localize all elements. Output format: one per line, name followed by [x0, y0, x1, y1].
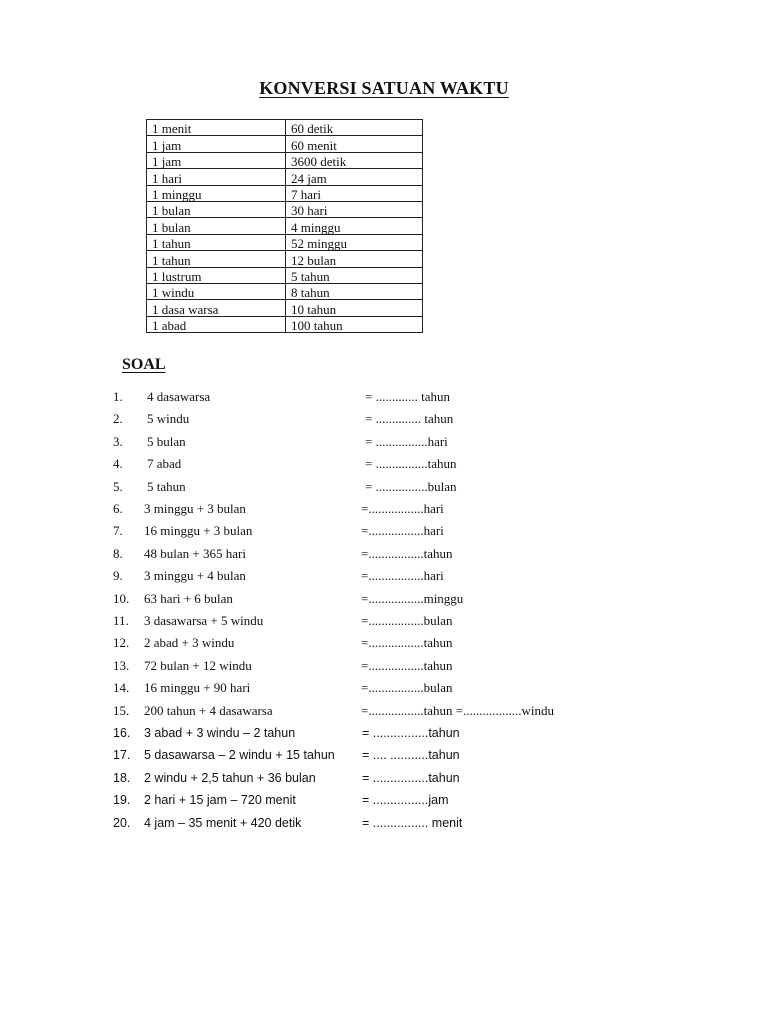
question-number: 9.: [113, 568, 123, 583]
conversion-table-body: [147, 120, 423, 333]
answer-blank: =.................bulan: [361, 680, 453, 695]
conversion-row: [147, 300, 423, 316]
conversion-row: [147, 169, 423, 185]
question-expression: 16 minggu + 3 bulan: [144, 523, 253, 538]
question-item: [0, 633, 768, 653]
conversion-row: [147, 234, 423, 250]
conversion-unit-cell: 1 bulan: [147, 201, 286, 217]
question-item: [0, 432, 768, 452]
question-expression: 200 tahun + 4 dasawarsa: [144, 703, 273, 718]
question-expression: 3 minggu + 3 bulan: [144, 501, 246, 516]
question-number: 8.: [113, 546, 123, 561]
answer-blank: =.................hari: [361, 501, 444, 516]
page-title-text: KONVERSI SATUAN WAKTU: [259, 78, 509, 98]
conversion-value-cell: 30 hari: [286, 201, 423, 217]
answer-blank: =.................bulan: [361, 613, 453, 628]
conversion-row: [147, 120, 423, 136]
question-expression: 4 jam – 35 menit + 420 detik: [144, 816, 302, 830]
question-item: [0, 477, 768, 497]
question-expression: 5 windu: [147, 411, 190, 426]
conversion-value-cell: 100 tahun: [286, 316, 423, 332]
question-number: 2.: [113, 411, 123, 426]
question-item: [0, 387, 768, 407]
question-expression: 7 abad: [147, 456, 182, 471]
question-expression: 5 tahun: [147, 479, 186, 494]
answer-blank: = ................ menit: [362, 816, 463, 830]
question-expression: 5 bulan: [147, 434, 186, 449]
question-number: 5.: [113, 479, 123, 494]
question-item: [0, 678, 768, 698]
question-item: [0, 745, 768, 765]
conversion-row: [147, 267, 423, 283]
question-expression: 3 abad + 3 windu – 2 tahun: [144, 726, 296, 740]
question-number: 20.: [113, 816, 131, 830]
question-number: 19.: [113, 793, 131, 807]
conversion-unit-cell: 1 bulan: [147, 218, 286, 234]
question-number: 10.: [113, 591, 130, 606]
answer-blank: =.................tahun: [361, 658, 453, 673]
conversion-value-cell: 60 menit: [286, 136, 423, 152]
question-expression: 72 bulan + 12 windu: [144, 658, 252, 673]
question-expression: 3 minggu + 4 bulan: [144, 568, 246, 583]
answer-blank: = ................hari: [365, 434, 448, 449]
answer-blank: = ................tahun: [365, 456, 457, 471]
question-number: 15.: [113, 703, 130, 718]
answer-blank: = ............. tahun: [365, 389, 450, 404]
conversion-value-cell: 10 tahun: [286, 300, 423, 316]
question-number: 7.: [113, 523, 123, 538]
conversion-unit-cell: 1 hari: [147, 169, 286, 185]
conversion-row: [147, 283, 423, 299]
conversion-value-cell: 52 minggu: [286, 234, 423, 250]
question-number: 11.: [113, 613, 129, 628]
question-expression: 5 dasawarsa – 2 windu + 15 tahun: [144, 748, 335, 762]
answer-blank: =.................hari: [361, 523, 444, 538]
conversion-unit-cell: 1 minggu: [147, 185, 286, 201]
question-item: [0, 701, 768, 721]
answer-blank: =.................tahun: [361, 546, 453, 561]
conversion-row: [147, 218, 423, 234]
conversion-value-cell: 24 jam: [286, 169, 423, 185]
conversion-row: [147, 251, 423, 267]
conversion-value-cell: 12 bulan: [286, 251, 423, 267]
conversion-unit-cell: 1 jam: [147, 136, 286, 152]
question-item: [0, 813, 768, 833]
answer-blank: = .... ...........tahun: [362, 748, 460, 762]
question-number: 6.: [113, 501, 123, 516]
conversion-value-cell: 60 detik: [286, 120, 423, 136]
question-item: [0, 566, 768, 586]
answer-blank: =.................tahun =..................windu: [361, 703, 555, 718]
question-item: [0, 544, 768, 564]
conversion-unit-cell: 1 abad: [147, 316, 286, 332]
conversion-unit-cell: 1 tahun: [147, 251, 286, 267]
conversion-row: [147, 316, 423, 332]
question-expression: 3 dasawarsa + 5 windu: [144, 613, 264, 628]
conversion-unit-cell: 1 jam: [147, 152, 286, 168]
answer-blank: = ................tahun: [362, 726, 460, 740]
question-number: 13.: [113, 658, 130, 673]
page-title: [0, 78, 768, 99]
answer-blank: =.................tahun: [361, 635, 453, 650]
conversion-unit-cell: 1 windu: [147, 283, 286, 299]
answer-blank: =.................hari: [361, 568, 444, 583]
question-number: 14.: [113, 680, 130, 695]
answer-blank: = ................bulan: [365, 479, 457, 494]
conversion-value-cell: 7 hari: [286, 185, 423, 201]
question-number: 18.: [113, 771, 131, 785]
question-number: 17.: [113, 748, 131, 762]
soal-heading: SOAL: [122, 356, 166, 373]
question-item: [0, 611, 768, 631]
question-expression: 4 dasawarsa: [147, 389, 211, 404]
conversion-unit-cell: 1 menit: [147, 120, 286, 136]
question-item: [0, 768, 768, 788]
conversion-row: [147, 136, 423, 152]
question-expression: 63 hari + 6 bulan: [144, 591, 233, 606]
question-expression: 2 windu + 2,5 tahun + 36 bulan: [144, 771, 316, 785]
question-expression: 2 abad + 3 windu: [144, 635, 235, 650]
conversion-value-cell: 4 minggu: [286, 218, 423, 234]
conversion-unit-cell: 1 dasa warsa: [147, 300, 286, 316]
conversion-value-cell: 8 tahun: [286, 283, 423, 299]
question-item: [0, 723, 768, 743]
question-number: 16.: [113, 726, 131, 740]
question-number: 3.: [113, 434, 123, 449]
question-item: [0, 521, 768, 541]
answer-blank: =.................minggu: [361, 591, 464, 606]
answer-blank: = ................jam: [362, 793, 449, 807]
question-expression: 2 hari + 15 jam – 720 menit: [144, 793, 296, 807]
answer-blank: = .............. tahun: [365, 411, 454, 426]
question-item: [0, 656, 768, 676]
conversion-unit-cell: 1 tahun: [147, 234, 286, 250]
question-number: 12.: [113, 635, 130, 650]
conversion-table: [146, 119, 423, 333]
question-number: 4.: [113, 456, 123, 471]
question-item: [0, 499, 768, 519]
conversion-row: [147, 201, 423, 217]
question-item: [0, 454, 768, 474]
conversion-row: [147, 152, 423, 168]
question-number: 1.: [113, 389, 123, 404]
question-item: [0, 790, 768, 810]
conversion-unit-cell: 1 lustrum: [147, 267, 286, 283]
conversion-value-cell: 5 tahun: [286, 267, 423, 283]
answer-blank: = ................tahun: [362, 771, 460, 785]
conversion-row: [147, 185, 423, 201]
conversion-value-cell: 3600 detik: [286, 152, 423, 168]
question-item: [0, 589, 768, 609]
question-expression: 48 bulan + 365 hari: [144, 546, 246, 561]
question-expression: 16 minggu + 90 hari: [144, 680, 251, 695]
question-item: [0, 409, 768, 429]
